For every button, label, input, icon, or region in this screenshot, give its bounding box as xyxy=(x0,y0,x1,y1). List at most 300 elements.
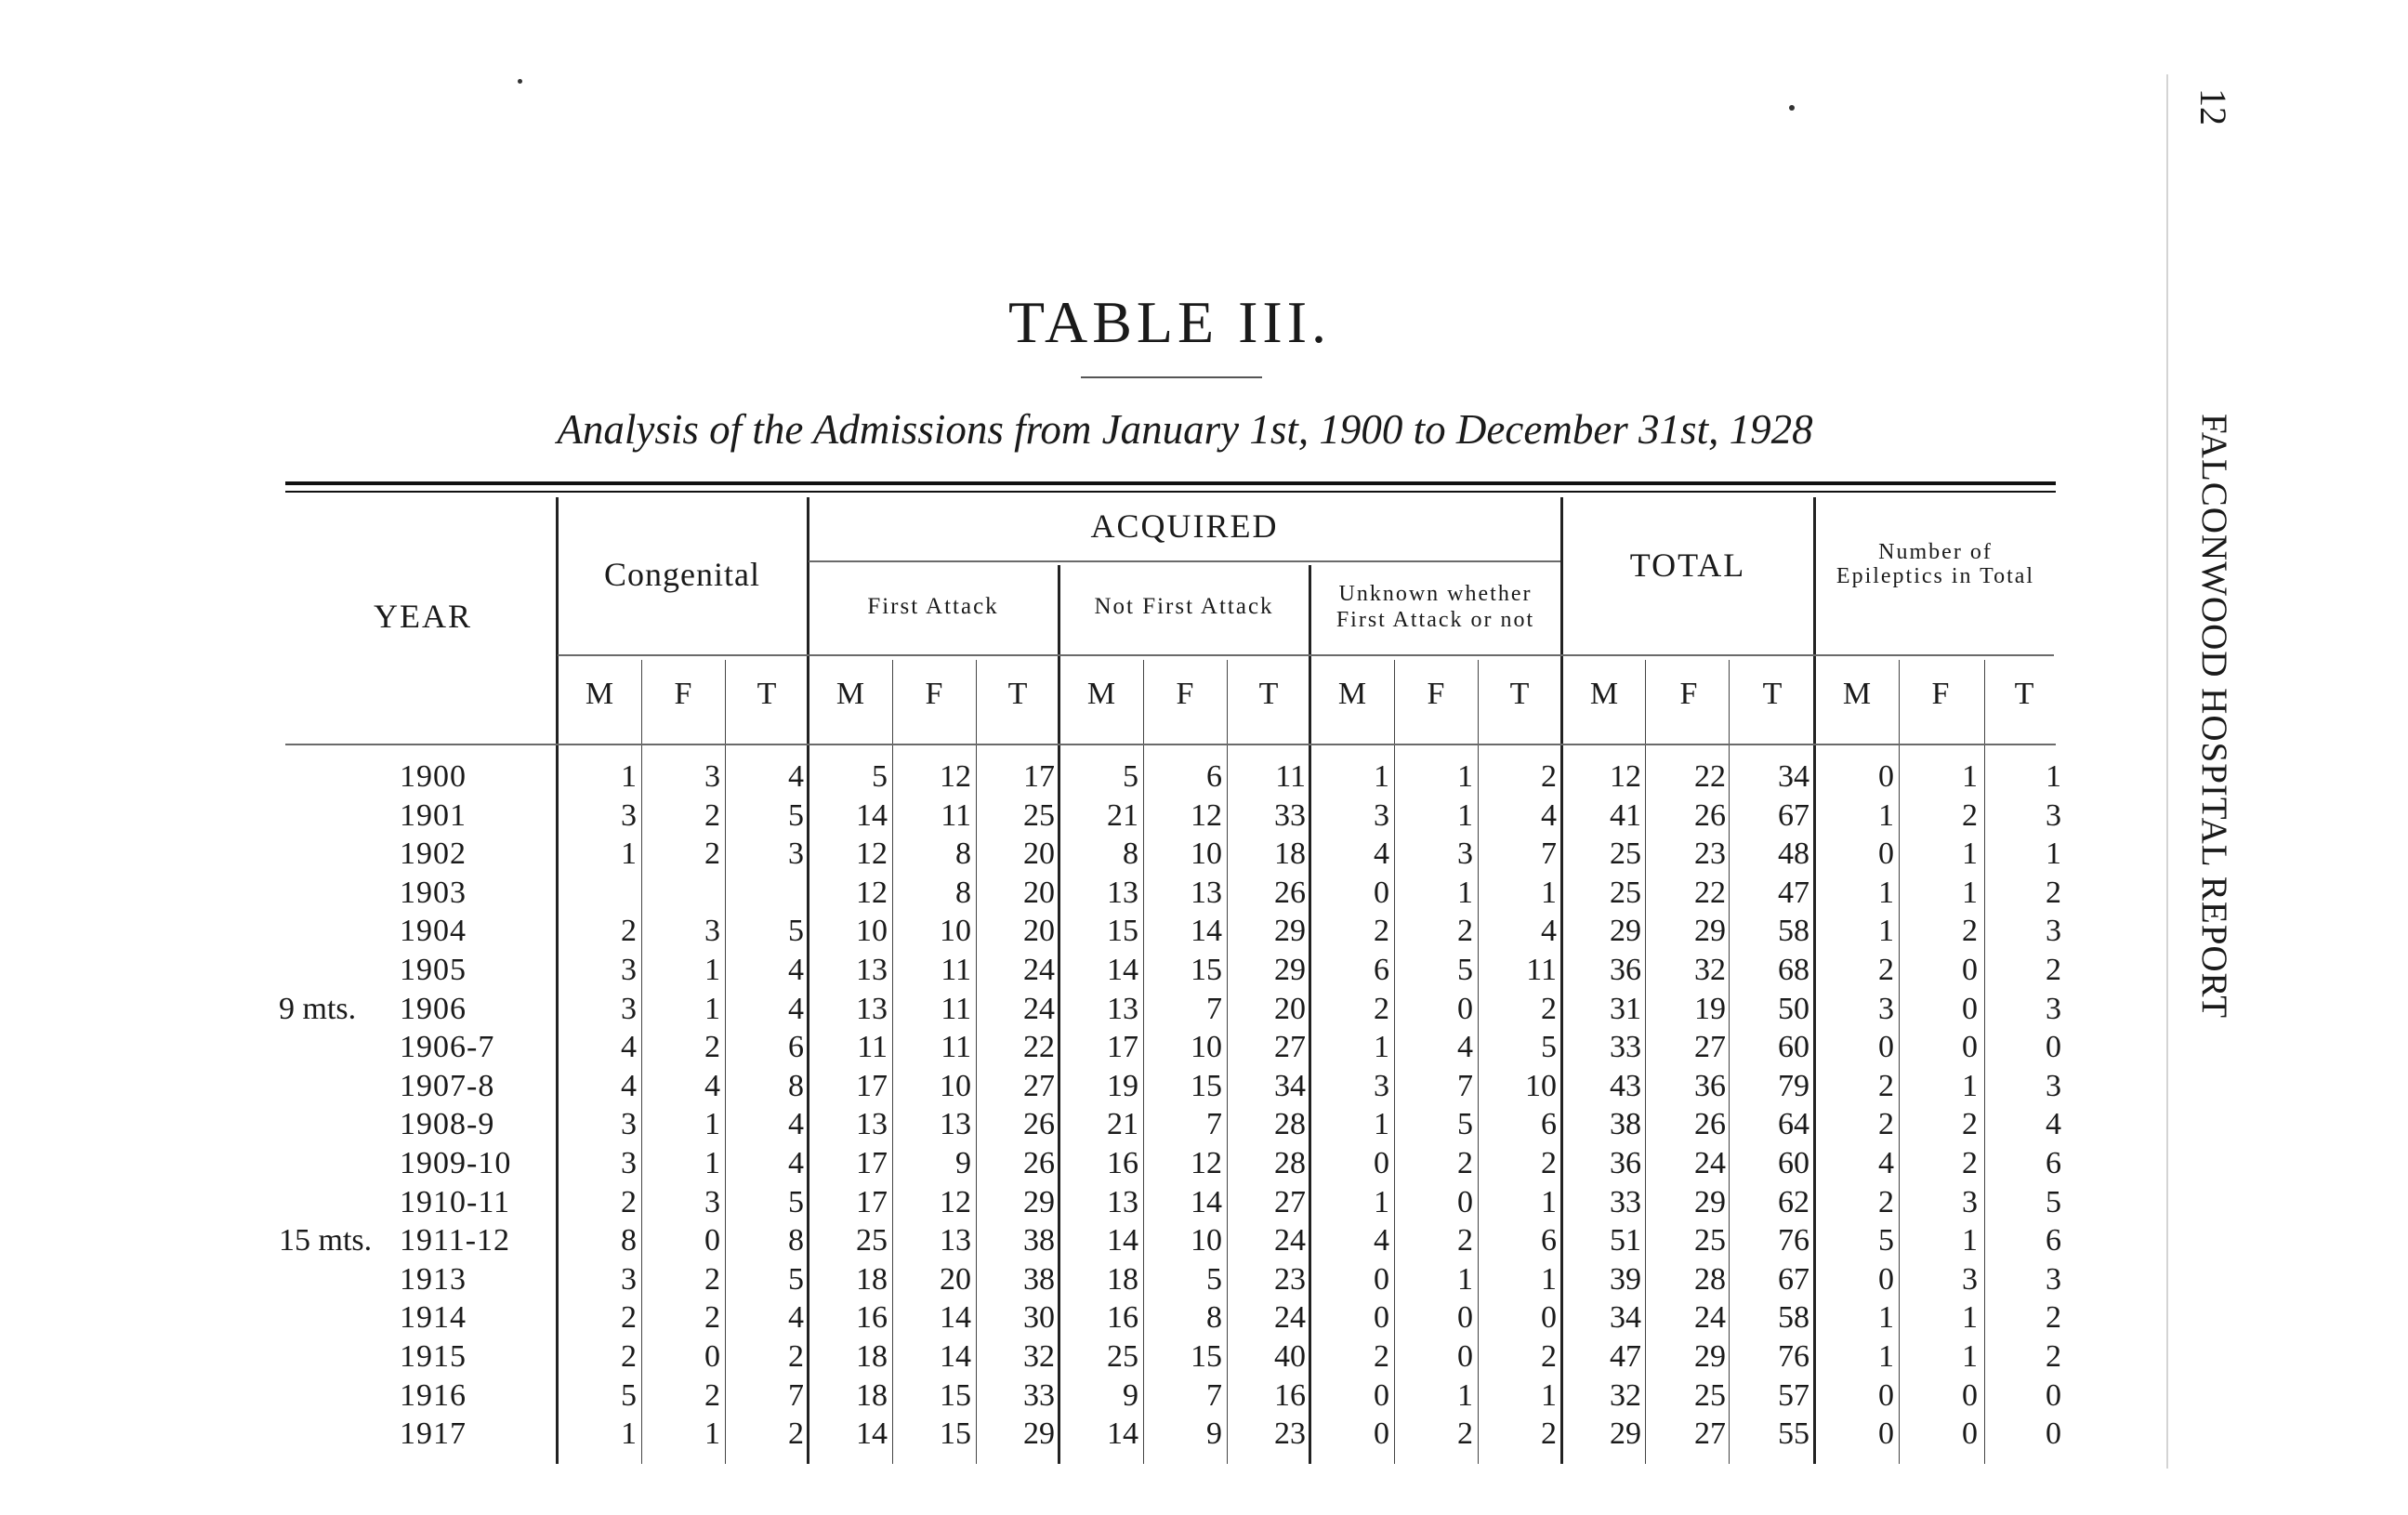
cell-congenital-f: 2 xyxy=(704,1261,720,1297)
subheader-t: T xyxy=(1007,677,1028,711)
subheader-t: T xyxy=(1258,677,1279,711)
cell-total-f: 32 xyxy=(1694,952,1726,987)
cell-unknown-m: 2 xyxy=(1374,914,1389,949)
cell-congenital-f: 1 xyxy=(704,952,720,987)
header-epileptics-line1: Number of xyxy=(1878,540,1993,564)
cell-total-t: 58 xyxy=(1778,914,1809,949)
cell-epileptics-m: 1 xyxy=(1878,914,1894,949)
cell-congenital-t: 5 xyxy=(788,914,804,949)
cell-first-attack-f: 9 xyxy=(955,1145,971,1180)
table-row xyxy=(279,951,2061,990)
row-year-value: 1916 xyxy=(400,1377,467,1413)
cell-unknown-f: 2 xyxy=(1457,914,1473,949)
cell-first-attack-m: 13 xyxy=(856,1107,888,1142)
cell-first-attack-t: 26 xyxy=(1023,1145,1055,1180)
cell-congenital-t: 5 xyxy=(788,1184,804,1219)
cell-epileptics-t: 1 xyxy=(2046,759,2061,794)
cell-not-first-attack-f: 6 xyxy=(1206,759,1222,794)
table-title: TABLE III. xyxy=(1008,289,1331,355)
cell-unknown-m: 0 xyxy=(1374,1377,1389,1413)
cell-total-t: 76 xyxy=(1778,1223,1809,1258)
cell-epileptics-f: 0 xyxy=(1962,1416,1978,1452)
cell-not-first-attack-m: 16 xyxy=(1107,1300,1138,1336)
cell-first-attack-t: 38 xyxy=(1023,1223,1055,1258)
cell-total-t: 55 xyxy=(1778,1416,1809,1452)
cell-epileptics-m: 2 xyxy=(1878,1107,1894,1142)
print-speck xyxy=(518,79,522,84)
cell-total-f: 36 xyxy=(1694,1068,1726,1103)
row-period-note: 9 mts. xyxy=(279,991,357,1026)
cell-first-attack-f: 10 xyxy=(940,914,971,949)
cell-epileptics-t: 6 xyxy=(2046,1223,2061,1258)
cell-first-attack-m: 18 xyxy=(856,1338,888,1374)
cell-epileptics-t: 2 xyxy=(2046,875,2061,910)
cell-total-m: 38 xyxy=(1610,1107,1641,1142)
cell-not-first-attack-m: 5 xyxy=(1123,759,1138,794)
cell-congenital-t: 6 xyxy=(788,1030,804,1065)
row-year-value: 1917 xyxy=(400,1416,467,1452)
cell-first-attack-t: 29 xyxy=(1023,1416,1055,1452)
row-year-value: 1903 xyxy=(400,875,467,910)
cell-congenital-f: 3 xyxy=(704,759,720,794)
subheader-m: M xyxy=(585,677,614,711)
cell-first-attack-t: 20 xyxy=(1023,837,1055,872)
cell-total-m: 29 xyxy=(1610,1416,1641,1452)
cell-first-attack-f: 8 xyxy=(955,875,971,910)
cell-epileptics-m: 0 xyxy=(1878,1261,1894,1297)
cell-epileptics-m: 0 xyxy=(1878,1030,1894,1065)
cell-not-first-attack-m: 21 xyxy=(1107,797,1138,833)
cell-total-f: 24 xyxy=(1694,1300,1726,1336)
cell-congenital-t: 4 xyxy=(788,1107,804,1142)
cell-unknown-t: 1 xyxy=(1541,875,1557,910)
cell-congenital-m: 3 xyxy=(621,952,637,987)
cell-first-attack-m: 17 xyxy=(856,1068,888,1103)
cell-unknown-t: 1 xyxy=(1541,1377,1557,1413)
header-unknown-line2: First Attack or not xyxy=(1336,608,1535,632)
cell-not-first-attack-m: 19 xyxy=(1107,1068,1138,1103)
cell-not-first-attack-m: 13 xyxy=(1107,875,1138,910)
cell-congenital-m: 5 xyxy=(621,1377,637,1413)
cell-total-t: 47 xyxy=(1778,875,1809,910)
cell-total-m: 33 xyxy=(1610,1030,1641,1065)
cell-first-attack-f: 11 xyxy=(941,1030,971,1065)
cell-first-attack-t: 33 xyxy=(1023,1377,1055,1413)
cell-not-first-attack-t: 26 xyxy=(1274,875,1306,910)
cell-epileptics-f: 1 xyxy=(1962,875,1978,910)
cell-not-first-attack-t: 23 xyxy=(1274,1416,1306,1452)
cell-unknown-t: 4 xyxy=(1541,797,1557,833)
cell-epileptics-t: 3 xyxy=(2046,1068,2061,1103)
cell-not-first-attack-f: 9 xyxy=(1206,1416,1222,1452)
cell-unknown-m: 3 xyxy=(1374,797,1389,833)
cell-not-first-attack-m: 8 xyxy=(1123,837,1138,872)
cell-total-t: 67 xyxy=(1778,797,1809,833)
top-rule xyxy=(285,481,2056,485)
row-year-value: 1901 xyxy=(400,797,467,833)
cell-first-attack-t: 17 xyxy=(1023,759,1055,794)
table-row xyxy=(279,990,2061,1029)
cell-first-attack-f: 14 xyxy=(940,1338,971,1374)
cell-congenital-m: 2 xyxy=(621,914,637,949)
cell-congenital-f: 1 xyxy=(704,991,720,1026)
subheader-f: F xyxy=(1427,677,1445,711)
cell-not-first-attack-t: 20 xyxy=(1274,991,1306,1026)
cell-first-attack-t: 20 xyxy=(1023,875,1055,910)
row-period-note: 15 mts. xyxy=(279,1223,373,1258)
cell-unknown-f: 5 xyxy=(1457,1107,1473,1142)
cell-congenital-m: 3 xyxy=(621,1261,637,1297)
subheader-t: T xyxy=(1762,677,1783,711)
table-row xyxy=(279,1183,2061,1222)
cell-congenital-t: 4 xyxy=(788,991,804,1026)
cell-epileptics-f: 1 xyxy=(1962,1068,1978,1103)
row-year-value: 1907-8 xyxy=(400,1068,495,1103)
cell-epileptics-f: 1 xyxy=(1962,759,1978,794)
cell-congenital-t: 5 xyxy=(788,797,804,833)
cell-not-first-attack-t: 27 xyxy=(1274,1030,1306,1065)
row-year-value: 1909-10 xyxy=(400,1145,512,1180)
cell-not-first-attack-t: 33 xyxy=(1274,797,1306,833)
table-row xyxy=(279,912,2061,951)
cell-congenital-m: 3 xyxy=(621,797,637,833)
cell-unknown-m: 4 xyxy=(1374,837,1389,872)
cell-not-first-attack-t: 11 xyxy=(1275,759,1306,794)
cell-total-f: 26 xyxy=(1694,797,1726,833)
cell-epileptics-m: 2 xyxy=(1878,1184,1894,1219)
cell-total-m: 34 xyxy=(1610,1300,1641,1336)
cell-epileptics-f: 0 xyxy=(1962,991,1978,1026)
cell-congenital-t: 3 xyxy=(788,837,804,872)
cell-congenital-m: 3 xyxy=(621,1145,637,1180)
cell-unknown-f: 0 xyxy=(1457,1300,1473,1336)
cell-unknown-m: 2 xyxy=(1374,1338,1389,1374)
cell-first-attack-f: 14 xyxy=(940,1300,971,1336)
cell-congenital-t: 8 xyxy=(788,1068,804,1103)
cell-epileptics-t: 1 xyxy=(2046,837,2061,872)
cell-not-first-attack-f: 12 xyxy=(1191,1145,1222,1180)
cell-congenital-m: 8 xyxy=(621,1223,637,1258)
cell-epileptics-t: 0 xyxy=(2046,1030,2061,1065)
cell-congenital-f: 2 xyxy=(704,797,720,833)
subheader-m: M xyxy=(836,677,865,711)
cell-epileptics-m: 2 xyxy=(1878,1068,1894,1103)
cell-congenital-m: 2 xyxy=(621,1300,637,1336)
cell-epileptics-f: 2 xyxy=(1962,797,1978,833)
row-year-value: 1914 xyxy=(400,1300,467,1336)
cell-first-attack-m: 13 xyxy=(856,991,888,1026)
cell-epileptics-f: 1 xyxy=(1962,837,1978,872)
cell-congenital-t: 2 xyxy=(788,1416,804,1452)
cell-unknown-m: 2 xyxy=(1374,991,1389,1026)
cell-congenital-f: 2 xyxy=(704,1377,720,1413)
cell-epileptics-t: 4 xyxy=(2046,1107,2061,1142)
table-row xyxy=(279,797,2061,836)
cell-unknown-t: 1 xyxy=(1541,1184,1557,1219)
cell-total-t: 34 xyxy=(1778,759,1809,794)
header-first-attack: First Attack xyxy=(867,594,999,619)
cell-first-attack-f: 13 xyxy=(940,1223,971,1258)
subheader-f: F xyxy=(1176,677,1194,711)
cell-not-first-attack-m: 18 xyxy=(1107,1261,1138,1297)
cell-first-attack-m: 17 xyxy=(856,1184,888,1219)
cell-total-f: 29 xyxy=(1694,1184,1726,1219)
cell-first-attack-t: 20 xyxy=(1023,914,1055,949)
cell-epileptics-f: 3 xyxy=(1962,1261,1978,1297)
cell-unknown-m: 0 xyxy=(1374,1300,1389,1336)
cell-first-attack-f: 15 xyxy=(940,1377,971,1413)
cell-not-first-attack-f: 8 xyxy=(1206,1300,1222,1336)
header-total: TOTAL xyxy=(1629,547,1746,584)
cell-epileptics-m: 0 xyxy=(1878,1377,1894,1413)
cell-unknown-f: 2 xyxy=(1457,1223,1473,1258)
cell-epileptics-m: 1 xyxy=(1878,1338,1894,1374)
cell-congenital-f: 1 xyxy=(704,1107,720,1142)
cell-congenital-t: 8 xyxy=(788,1223,804,1258)
cell-unknown-f: 5 xyxy=(1457,952,1473,987)
cell-not-first-attack-m: 17 xyxy=(1107,1030,1138,1065)
cell-first-attack-f: 8 xyxy=(955,837,971,872)
subheader-m: M xyxy=(1589,677,1619,711)
cell-epileptics-m: 1 xyxy=(1878,875,1894,910)
subheader-m: M xyxy=(1086,677,1116,711)
cell-unknown-t: 4 xyxy=(1541,914,1557,949)
cell-total-t: 60 xyxy=(1778,1145,1809,1180)
cell-epileptics-t: 3 xyxy=(2046,914,2061,949)
cell-first-attack-m: 10 xyxy=(856,914,888,949)
row-year-value: 1915 xyxy=(400,1338,467,1374)
cell-first-attack-f: 10 xyxy=(940,1068,971,1103)
table-row xyxy=(279,1105,2061,1144)
cell-first-attack-f: 11 xyxy=(941,991,971,1026)
row-year-value: 1905 xyxy=(400,952,467,987)
cell-first-attack-f: 20 xyxy=(940,1261,971,1297)
cell-not-first-attack-m: 14 xyxy=(1107,952,1138,987)
cell-total-m: 25 xyxy=(1610,837,1641,872)
cell-first-attack-t: 38 xyxy=(1023,1261,1055,1297)
cell-not-first-attack-t: 29 xyxy=(1274,952,1306,987)
cell-first-attack-t: 24 xyxy=(1023,952,1055,987)
table-row xyxy=(279,1221,2061,1260)
cell-not-first-attack-t: 24 xyxy=(1274,1223,1306,1258)
cell-congenital-m: 1 xyxy=(621,759,637,794)
row-year-value: 1904 xyxy=(400,914,467,949)
cell-not-first-attack-m: 16 xyxy=(1107,1145,1138,1180)
cell-epileptics-f: 1 xyxy=(1962,1223,1978,1258)
cell-congenital-f: 2 xyxy=(704,837,720,872)
cell-first-attack-t: 24 xyxy=(1023,991,1055,1026)
cell-total-f: 22 xyxy=(1694,875,1726,910)
cell-unknown-m: 0 xyxy=(1374,1145,1389,1180)
cell-epileptics-t: 2 xyxy=(2046,952,2061,987)
cell-not-first-attack-f: 14 xyxy=(1191,914,1222,949)
cell-unknown-t: 1 xyxy=(1541,1261,1557,1297)
table-row xyxy=(279,835,2061,874)
title-rule xyxy=(1081,376,1262,378)
cell-first-attack-t: 29 xyxy=(1023,1184,1055,1219)
cell-total-m: 47 xyxy=(1610,1338,1641,1374)
cell-unknown-f: 1 xyxy=(1457,797,1473,833)
cell-first-attack-f: 11 xyxy=(941,952,971,987)
cell-total-f: 29 xyxy=(1694,1338,1726,1374)
cell-congenital-m: 4 xyxy=(621,1030,637,1065)
cell-congenital-f: 1 xyxy=(704,1145,720,1180)
row-year-value: 1911-12 xyxy=(400,1223,511,1258)
cell-epileptics-t: 3 xyxy=(2046,991,2061,1026)
cell-epileptics-t: 5 xyxy=(2046,1184,2061,1219)
cell-epileptics-t: 3 xyxy=(2046,797,2061,833)
cell-total-f: 25 xyxy=(1694,1223,1726,1258)
cell-not-first-attack-f: 10 xyxy=(1191,1223,1222,1258)
cell-first-attack-f: 13 xyxy=(940,1107,971,1142)
cell-total-f: 23 xyxy=(1694,837,1726,872)
cell-total-m: 31 xyxy=(1610,991,1641,1026)
cell-not-first-attack-t: 28 xyxy=(1274,1107,1306,1142)
cell-first-attack-m: 25 xyxy=(856,1223,888,1258)
cell-first-attack-f: 12 xyxy=(940,1184,971,1219)
row-year-value: 1906 xyxy=(400,991,467,1026)
cell-unknown-f: 1 xyxy=(1457,1261,1473,1297)
cell-not-first-attack-m: 13 xyxy=(1107,1184,1138,1219)
cell-unknown-t: 6 xyxy=(1541,1223,1557,1258)
cell-congenital-f: 1 xyxy=(704,1416,720,1452)
cell-not-first-attack-t: 24 xyxy=(1274,1300,1306,1336)
cell-total-t: 68 xyxy=(1778,952,1809,987)
table-row xyxy=(279,1067,2061,1106)
cell-congenital-t: 2 xyxy=(788,1338,804,1374)
page-number: 12 xyxy=(2192,88,2234,125)
cell-unknown-t: 2 xyxy=(1541,1416,1557,1452)
cell-unknown-f: 2 xyxy=(1457,1145,1473,1180)
table-row xyxy=(279,1260,2061,1299)
cell-unknown-m: 4 xyxy=(1374,1223,1389,1258)
table-row xyxy=(279,1377,2061,1416)
cell-epileptics-t: 0 xyxy=(2046,1377,2061,1413)
row-year-value: 1906-7 xyxy=(400,1030,495,1065)
cell-not-first-attack-t: 18 xyxy=(1274,837,1306,872)
cell-not-first-attack-t: 34 xyxy=(1274,1068,1306,1103)
cell-unknown-f: 4 xyxy=(1457,1030,1473,1065)
cell-total-t: 58 xyxy=(1778,1300,1809,1336)
cell-epileptics-f: 2 xyxy=(1962,914,1978,949)
cell-epileptics-m: 0 xyxy=(1878,1416,1894,1452)
table-row xyxy=(279,1028,2061,1067)
cell-total-t: 57 xyxy=(1778,1377,1809,1413)
cell-first-attack-m: 18 xyxy=(856,1261,888,1297)
cell-epileptics-f: 3 xyxy=(1962,1184,1978,1219)
cell-congenital-f: 4 xyxy=(704,1068,720,1103)
cell-first-attack-t: 32 xyxy=(1023,1338,1055,1374)
cell-total-f: 25 xyxy=(1694,1377,1726,1413)
cell-total-m: 36 xyxy=(1610,952,1641,987)
subheader-f: F xyxy=(1931,677,1950,711)
cell-epileptics-f: 1 xyxy=(1962,1338,1978,1374)
cell-congenital-m: 3 xyxy=(621,1107,637,1142)
cell-congenital-f: 3 xyxy=(704,1184,720,1219)
cell-unknown-t: 11 xyxy=(1526,952,1557,987)
cell-congenital-m: 2 xyxy=(621,1184,637,1219)
cell-first-attack-m: 18 xyxy=(856,1377,888,1413)
subheader-f: F xyxy=(925,677,943,711)
cell-congenital-t: 4 xyxy=(788,759,804,794)
print-speck xyxy=(1789,105,1795,111)
table-row xyxy=(279,1298,2061,1337)
cell-total-m: 36 xyxy=(1610,1145,1641,1180)
cell-epileptics-m: 1 xyxy=(1878,1300,1894,1336)
subheader-m: M xyxy=(1842,677,1872,711)
cell-epileptics-t: 0 xyxy=(2046,1416,2061,1452)
cell-unknown-t: 6 xyxy=(1541,1107,1557,1142)
cell-congenital-f: 3 xyxy=(704,914,720,949)
cell-not-first-attack-t: 40 xyxy=(1274,1338,1306,1374)
cell-unknown-t: 7 xyxy=(1541,837,1557,872)
cell-total-f: 29 xyxy=(1694,914,1726,949)
cell-not-first-attack-t: 27 xyxy=(1274,1184,1306,1219)
cell-not-first-attack-t: 29 xyxy=(1274,914,1306,949)
cell-unknown-m: 1 xyxy=(1374,1030,1389,1065)
cell-epileptics-f: 2 xyxy=(1962,1145,1978,1180)
cell-epileptics-f: 0 xyxy=(1962,1377,1978,1413)
cell-not-first-attack-m: 21 xyxy=(1107,1107,1138,1142)
cell-not-first-attack-m: 15 xyxy=(1107,914,1138,949)
cell-epileptics-f: 2 xyxy=(1962,1107,1978,1142)
cell-congenital-f: 2 xyxy=(704,1300,720,1336)
cell-not-first-attack-m: 9 xyxy=(1123,1377,1138,1413)
cell-total-f: 22 xyxy=(1694,759,1726,794)
cell-not-first-attack-f: 13 xyxy=(1191,875,1222,910)
cell-unknown-t: 2 xyxy=(1541,1145,1557,1180)
cell-congenital-f: 0 xyxy=(704,1223,720,1258)
cell-epileptics-t: 3 xyxy=(2046,1261,2061,1297)
cell-unknown-t: 0 xyxy=(1541,1300,1557,1336)
cell-epileptics-m: 0 xyxy=(1878,759,1894,794)
cell-total-t: 67 xyxy=(1778,1261,1809,1297)
row-year-value: 1913 xyxy=(400,1261,467,1297)
cell-total-f: 28 xyxy=(1694,1261,1726,1297)
cell-epileptics-m: 3 xyxy=(1878,991,1894,1026)
cell-congenital-t: 5 xyxy=(788,1261,804,1297)
cell-total-m: 29 xyxy=(1610,914,1641,949)
cell-total-t: 62 xyxy=(1778,1184,1809,1219)
row-year-value: 1910-11 xyxy=(400,1184,511,1219)
report-side-title: FALCONWOOD HOSPITAL REPORT xyxy=(2194,414,2234,1020)
cell-unknown-m: 1 xyxy=(1374,1107,1389,1142)
cell-epileptics-t: 2 xyxy=(2046,1300,2061,1336)
cell-unknown-t: 2 xyxy=(1541,1338,1557,1374)
cell-unknown-t: 10 xyxy=(1525,1068,1557,1103)
cell-total-m: 41 xyxy=(1610,797,1641,833)
cell-first-attack-f: 15 xyxy=(940,1416,971,1452)
cell-first-attack-m: 16 xyxy=(856,1300,888,1336)
cell-unknown-m: 1 xyxy=(1374,1184,1389,1219)
cell-total-m: 25 xyxy=(1610,875,1641,910)
cell-first-attack-t: 30 xyxy=(1023,1300,1055,1336)
cell-not-first-attack-m: 25 xyxy=(1107,1338,1138,1374)
cell-not-first-attack-t: 28 xyxy=(1274,1145,1306,1180)
row-year-value: 1900 xyxy=(400,759,467,794)
cell-congenital-t: 4 xyxy=(788,1145,804,1180)
cell-first-attack-t: 27 xyxy=(1023,1068,1055,1103)
subheader-top-rule xyxy=(558,654,2054,656)
cell-unknown-m: 0 xyxy=(1374,1416,1389,1452)
cell-congenital-m: 1 xyxy=(621,837,637,872)
cell-not-first-attack-f: 10 xyxy=(1191,1030,1222,1065)
cell-not-first-attack-t: 16 xyxy=(1274,1377,1306,1413)
header-acquired: ACQUIRED xyxy=(1090,507,1279,545)
cell-not-first-attack-f: 7 xyxy=(1206,991,1222,1026)
cell-unknown-f: 7 xyxy=(1457,1068,1473,1103)
cell-not-first-attack-f: 14 xyxy=(1191,1184,1222,1219)
